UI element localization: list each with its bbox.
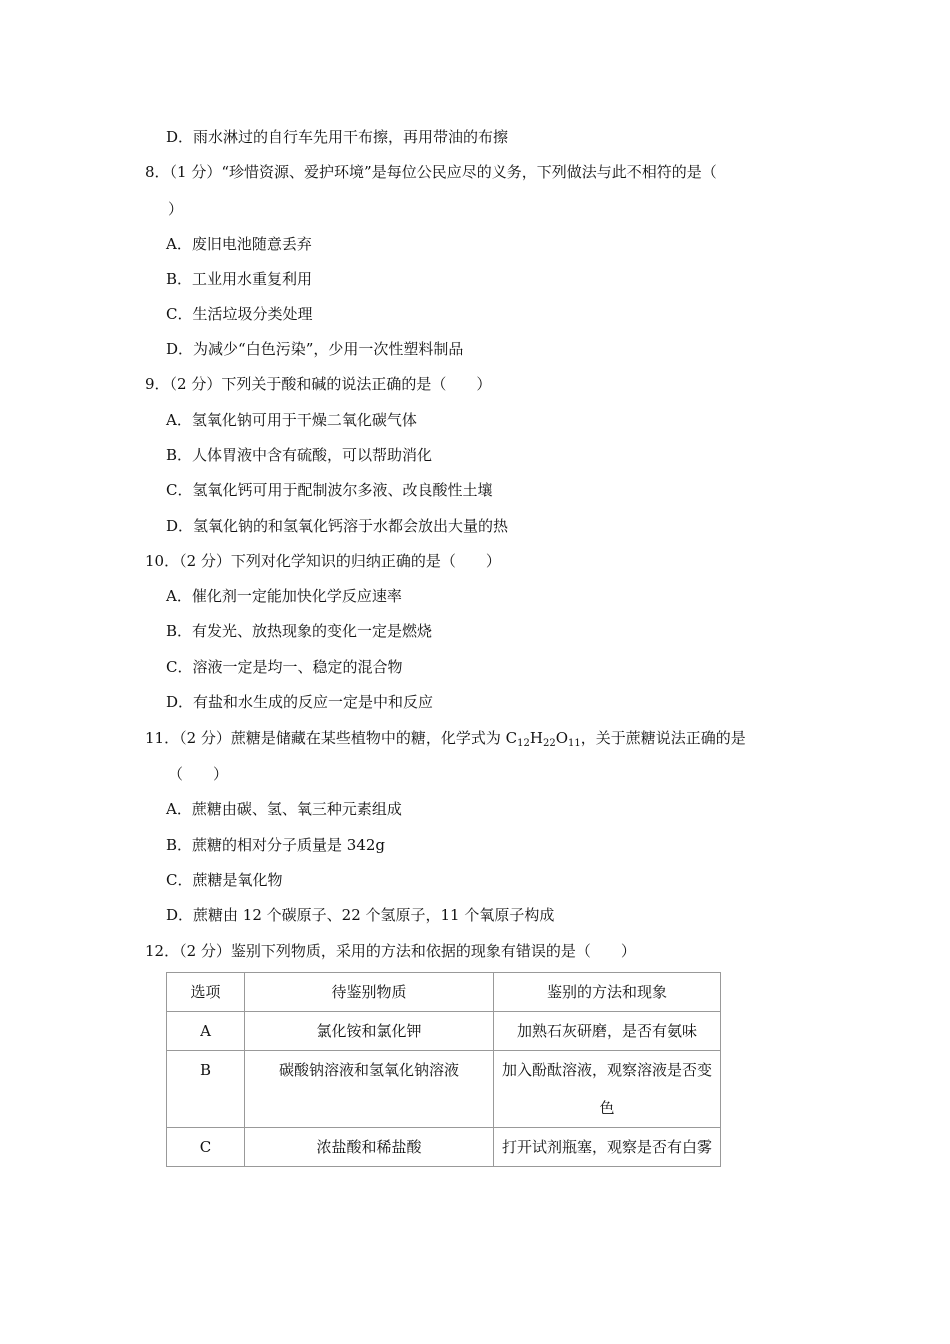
q12-row-a-method: 加熟石灰研磨，是否有氨味: [494, 1012, 721, 1051]
q11-sub-carbon: 12: [517, 738, 530, 749]
q9-stem: 9．（2 分）下列关于酸和碱的说法正确的是（ ）: [145, 375, 492, 393]
q12-header-option: 选项: [167, 973, 245, 1012]
q12-header-method: 鉴别的方法和现象: [494, 973, 721, 1012]
q8-option-d: D．为减少“白色污染”，少用一次性塑料制品: [166, 340, 464, 358]
q8-stem: 8．（1 分）“珍惜资源、爱护环境”是每位公民应尽的义务，下列做法与此不相符的是（: [145, 163, 717, 181]
q12-table-row-c: [167, 1128, 721, 1167]
q11-mid-h: H: [529, 729, 543, 747]
q10-option-c: C．溶液一定是均一、稳定的混合物: [166, 658, 403, 676]
q12-row-b-substances: 碳酸钠溶液和氢氧化钠溶液: [245, 1051, 494, 1128]
q12-row-a-substances: 氯化铵和氯化钾: [245, 1012, 494, 1051]
q9-option-d: D．氢氧化钠的和氢氧化钙溶于水都会放出大量的热: [166, 517, 509, 535]
q10-option-b: B．有发光、放热现象的变化一定是燃烧: [166, 622, 433, 640]
q12-table-row-b: [167, 1051, 721, 1128]
q11-stem-post: ，关于蔗糖说法正确的是: [580, 729, 746, 747]
q12-table: [166, 972, 721, 1167]
q11-stem: [145, 728, 746, 754]
q12-table-row-a: [167, 1012, 721, 1051]
q12-row-c-option: C: [167, 1128, 245, 1167]
q8-stem-continuation: ）: [168, 200, 184, 218]
q10-option-a: A．催化剂一定能加快化学反应速率: [166, 587, 402, 605]
q8-option-b: B．工业用水重复利用: [166, 270, 313, 288]
q11-sub-oxygen: 11: [568, 738, 581, 749]
q12-row-b-method: 加入酚酞溶液，观察溶液是否变色: [494, 1051, 721, 1128]
q12-table-header-row: [167, 973, 721, 1012]
q11-mid-o: O: [555, 729, 569, 747]
q12-row-a-option: A: [167, 1012, 245, 1051]
q7-option-d: D．雨水淋过的自行车先用干布擦，再用带油的布擦: [166, 128, 509, 146]
q12-row-c-method: 打开试剂瓶塞，观察是否有白雾: [494, 1128, 721, 1167]
q11-option-a: A．蔗糖由碳、氢、氧三种元素组成: [166, 800, 402, 818]
q10-stem: 10．（2 分）下列对化学知识的归纳正确的是（ ）: [145, 552, 501, 570]
q9-option-b: B．人体胃液中含有硫酸，可以帮助消化: [166, 446, 433, 464]
q12-header-substances: 待鉴别物质: [245, 973, 494, 1012]
q8-option-a: A．废旧电池随意丢弃: [166, 235, 312, 253]
q12-stem: 12．（2 分）鉴别下列物质，采用的方法和依据的现象有错误的是（ ）: [145, 942, 636, 960]
q11-option-c: C．蔗糖是氧化物: [166, 871, 283, 889]
q12-row-c-substances: 浓盐酸和稀盐酸: [245, 1128, 494, 1167]
q11-option-b: B．蔗糖的相对分子质量是 342g: [166, 836, 386, 854]
q11-stem-pre: 11．（2 分）蔗糖是储藏在某些植物中的糖，化学式为 C: [145, 729, 518, 747]
q8-option-c: C．生活垃圾分类处理: [166, 305, 313, 323]
q11-stem-continuation: （ ）: [168, 765, 229, 783]
q12-row-b-option: B: [167, 1051, 245, 1128]
q9-option-a: A．氢氧化钠可用于干燥二氧化碳气体: [166, 411, 417, 429]
q9-option-c: C．氢氧化钙可用于配制波尔多液、改良酸性土壤: [166, 481, 493, 499]
q11-option-d: D．蔗糖由 12 个碳原子、22 个氢原子，11 个氧原子构成: [166, 906, 555, 924]
q11-sub-hydrogen: 22: [542, 738, 556, 749]
q10-option-d: D．有盐和水生成的反应一定是中和反应: [166, 693, 434, 711]
